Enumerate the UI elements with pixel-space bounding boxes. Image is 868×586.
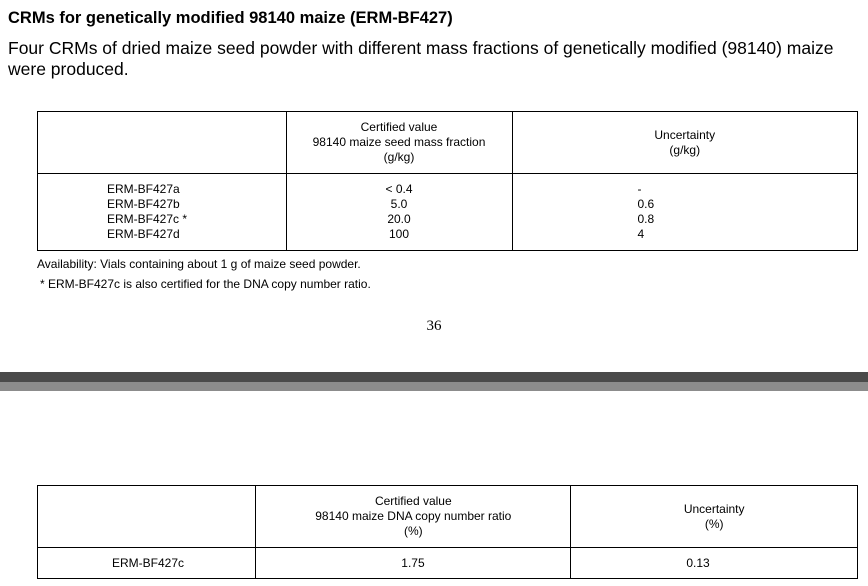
material-name: ERM-BF427c * (107, 212, 188, 226)
header-value-line1: Certified value (374, 494, 452, 508)
header-unc-line1: Uncertainty (683, 501, 745, 516)
certified-value: 20.0 (387, 212, 411, 226)
document-title: CRMs for genetically modified 98140 maize (ERM-BF427) (8, 9, 453, 27)
certified-value: < 0.4 (385, 182, 413, 196)
header-uncertainty (571, 486, 858, 548)
material-name-cell (38, 174, 287, 251)
header-unc-line2: (g/kg) (669, 142, 701, 157)
material-name-cell (38, 548, 256, 579)
intro-paragraph: Four CRMs of dried maize seed powder with different mass fractions of genetically modified (98140) maize were produced. (8, 38, 834, 79)
header-value-line2: 98140 maize seed mass fraction (312, 135, 486, 149)
header-value-line2: 98140 maize DNA copy number ratio (315, 509, 512, 523)
page-number: 36 (426, 318, 442, 334)
table-body-row (38, 174, 858, 251)
uncertainty-value: 4 (637, 227, 645, 241)
uncertainty-cell (571, 548, 858, 579)
certified-value-cell (256, 548, 571, 579)
header-unc-line2: (%) (704, 516, 724, 531)
page-divider-dark (0, 372, 868, 382)
availability-note: Availability: Vials containing about 1 g of maize seed powder. (37, 257, 361, 271)
page-divider-light (0, 382, 868, 391)
header-empty-cell (38, 112, 287, 174)
header-certified-value (256, 486, 571, 548)
table-body-row (38, 548, 858, 579)
dna-copy-ratio-table (37, 485, 858, 579)
certified-value-cell (286, 174, 512, 251)
uncertainty-value: 0.6 (637, 197, 655, 211)
header-value-line1: Certified value (360, 120, 438, 134)
header-empty-cell (38, 486, 256, 548)
uncertainty-value: 0.8 (637, 212, 655, 226)
header-certified-value (286, 112, 512, 174)
material-name: ERM-BF427a (107, 182, 180, 196)
uncertainty-value: - (637, 182, 642, 196)
material-name: ERM-BF427d (107, 227, 180, 241)
material-name: ERM-BF427b (107, 197, 180, 211)
certified-value: 5.0 (390, 197, 408, 211)
header-value-line3: (g/kg) (383, 150, 415, 164)
material-name: ERM-BF427c (112, 555, 185, 570)
footnote: * ERM-BF427c is also certified for the DNA copy number ratio. (40, 277, 371, 291)
certified-value: 1.75 (401, 555, 425, 570)
header-unc-line1: Uncertainty (654, 127, 716, 142)
uncertainty-value: 0.13 (686, 555, 710, 570)
table-header-row (38, 112, 858, 174)
table-header-row (38, 486, 858, 548)
mass-fraction-table (37, 111, 858, 251)
certified-value: 100 (388, 227, 410, 241)
header-uncertainty (512, 112, 858, 174)
header-value-line3: (%) (403, 524, 423, 538)
uncertainty-cell (512, 174, 858, 251)
